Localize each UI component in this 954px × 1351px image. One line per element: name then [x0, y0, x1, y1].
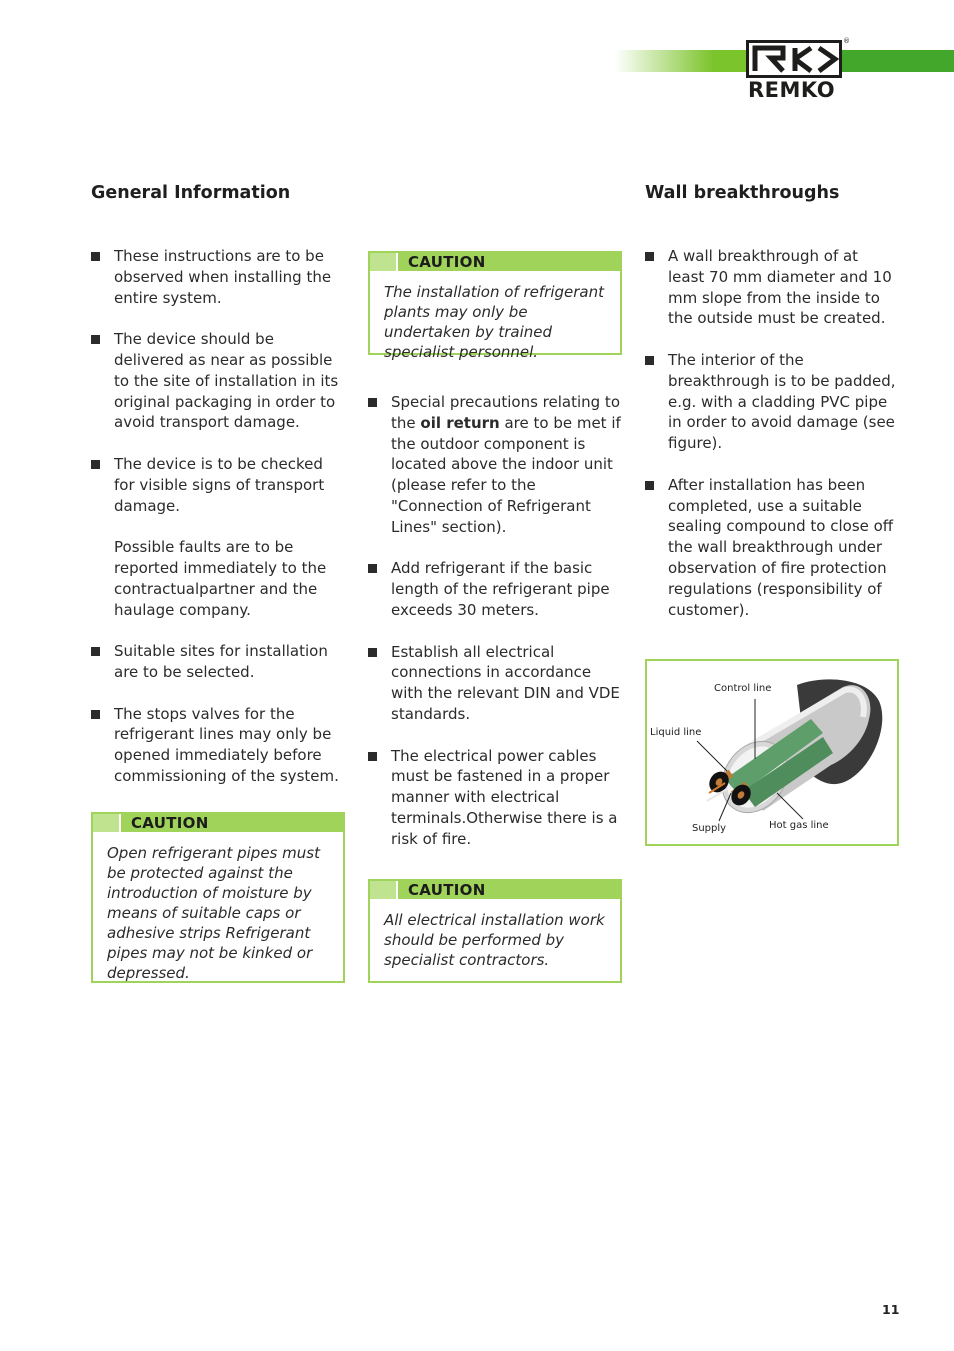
bullet-square-icon — [368, 648, 377, 657]
list-item: The device is to be checked for visible signs of transport damage. Possible faults are to be reported immediately to the contractualpartner and the haulage company. — [91, 454, 347, 620]
caution-label: CAUTION — [408, 253, 486, 271]
caution-bar — [93, 814, 343, 832]
bullet-square-icon — [368, 398, 377, 407]
header-stripe-fade — [615, 50, 755, 72]
wall-breakthrough-list — [645, 246, 899, 641]
logo-brand-text: REMKO — [748, 78, 836, 102]
list-item: Add refrigerant if the basic length of the refrigerant pipe exceeds 30 meters. — [368, 558, 624, 620]
bullet-square-icon — [368, 564, 377, 573]
bullet-square-icon — [91, 647, 100, 656]
bullet-square-icon — [368, 752, 377, 761]
pipe-cross-section-figure — [645, 659, 899, 846]
precautions-list — [368, 392, 624, 870]
caution-text: The installation of refrigerant plants may only be undertaken by trained specialist personnel. — [384, 283, 604, 361]
bullet-square-icon — [91, 252, 100, 261]
caution-box-refrigerant-pipes — [91, 812, 345, 983]
list-item: The interior of the breakthrough is to be padded, e.g. with a cladding PVC pipe in order to avoid damage (see figure). — [645, 350, 899, 454]
bullet-square-icon — [91, 335, 100, 344]
heading-general-information: General Information — [91, 183, 291, 203]
label-control-line: Control line — [714, 683, 772, 694]
list-item: Special precautions relating to the oil return are to be met if the outdoor component is located above the indoor unit (please refer to the "Connection of Refrigerant Lines" section). — [368, 392, 624, 538]
list-item: The device should be delivered as near as possible to the site of installation in its original packaging in order to avoid transport damage. — [91, 329, 347, 433]
caution-bar — [370, 881, 620, 899]
list-item: After installation has been completed, use a suitable sealing compound to close off the wall breakthrough under observation of fire protection regulations (responsibility of customer). — [645, 475, 899, 621]
list-item: Establish all electrical connections in accordance with the relevant DIN and VDE standards. — [368, 642, 624, 725]
bullet-square-icon — [645, 481, 654, 490]
caution-label: CAUTION — [131, 814, 209, 832]
caution-box-electrical-work — [368, 879, 622, 983]
list-item: The stops valves for the refrigerant lines may only be opened immediately before commissioning of the system. — [91, 704, 347, 787]
caution-label: CAUTION — [408, 881, 486, 899]
list-item: These instructions are to be observed when installing the entire system. — [91, 246, 347, 308]
bullet-square-icon — [645, 252, 654, 261]
bullet-square-icon — [645, 356, 654, 365]
caution-text: Open refrigerant pipes must be protected against the introduction of moisture by means of suitable caps or adhesive strips Refrigerant pipes may not be kinked or depressed. — [107, 844, 320, 982]
pipe-illustration — [647, 661, 897, 844]
page-number: 11 — [882, 1302, 900, 1317]
logo-mark-icon — [746, 40, 842, 78]
registered-mark: ® — [843, 37, 850, 45]
remko-logo — [746, 37, 850, 104]
list-item: Suitable sites for installation are to be selected. — [91, 641, 347, 683]
caution-box-specialist-personnel — [368, 251, 622, 361]
caution-bar — [370, 253, 620, 271]
list-item: The electrical power cables must be fastened in a proper manner with electrical terminals.Otherwise there is a risk of fire. — [368, 746, 624, 850]
label-supply: Supply — [692, 823, 727, 834]
bullet-square-icon — [91, 710, 100, 719]
general-info-list — [91, 246, 347, 808]
heading-wall-breakthroughs: Wall breakthroughs — [645, 183, 840, 203]
header-stripe-right — [842, 50, 954, 72]
caution-text: All electrical installation work should be performed by specialist contractors. — [384, 911, 605, 969]
list-item: A wall breakthrough of at least 70 mm diameter and 10 mm slope from the inside to the outside must be created. — [645, 246, 899, 329]
label-hot-gas-line: Hot gas line — [769, 820, 829, 831]
label-liquid-line: Liquid line — [650, 727, 702, 738]
bullet-square-icon — [91, 460, 100, 469]
